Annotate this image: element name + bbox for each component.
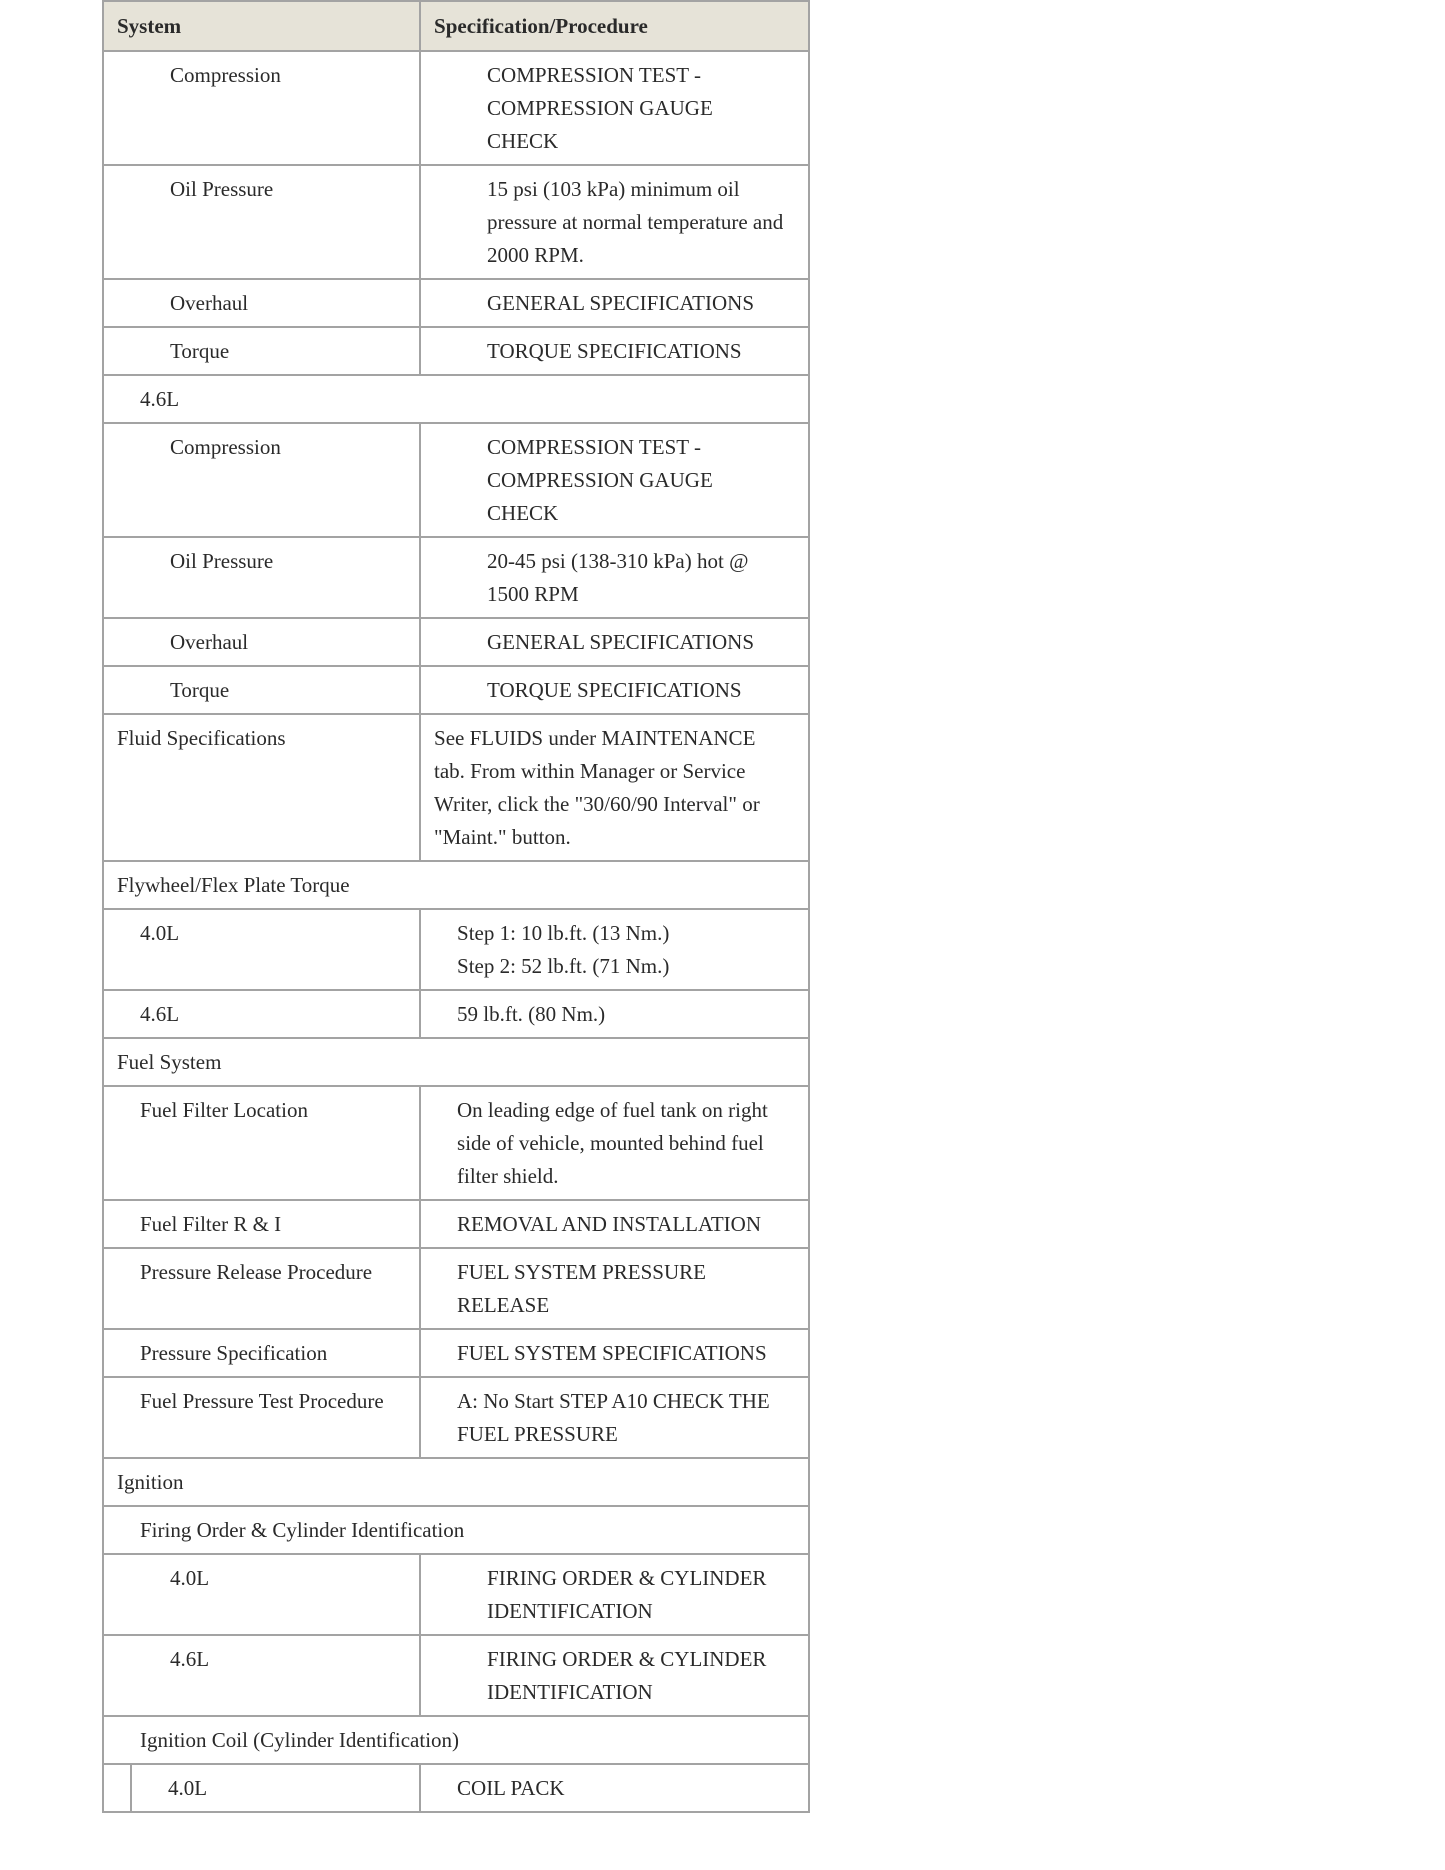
system-label: Compression xyxy=(170,63,281,87)
table-row xyxy=(103,714,809,861)
spec-value: A: No Start STEP A10 CHECK THE FUEL PRESSURE xyxy=(457,1389,770,1446)
column-header-system: System xyxy=(103,1,420,51)
system-label: Torque xyxy=(170,339,230,363)
section-label: Flywheel/Flex Plate Torque xyxy=(117,873,350,897)
system-cell xyxy=(103,279,420,327)
system-cell xyxy=(103,1086,420,1200)
system-label: Torque xyxy=(170,678,230,702)
spec-value: Step 1: 10 lb.ft. (13 Nm.) Step 2: 52 lb.ft. (71 Nm.) xyxy=(457,921,670,978)
system-label: Overhaul xyxy=(170,630,249,654)
spec-value: COIL PACK xyxy=(457,1776,565,1800)
spec-cell xyxy=(420,1086,809,1200)
spec-value: See FLUIDS under MAINTENANCE tab. From within Manager or Service Writer, click the "30/60/90 Interval" or "Maint." button. xyxy=(434,726,760,849)
spec-value: FIRING ORDER & CYLINDER IDENTIFICATION xyxy=(487,1647,767,1704)
system-cell xyxy=(103,165,420,279)
spec-cell xyxy=(420,714,809,861)
specification-table xyxy=(102,0,810,1813)
system-cell xyxy=(103,537,420,618)
spec-cell xyxy=(420,1200,809,1248)
spec-cell xyxy=(420,990,809,1038)
spec-value: COMPRESSION TEST - COMPRESSION GAUGE CHECK xyxy=(487,435,713,525)
table-row xyxy=(103,1329,809,1377)
system-cell xyxy=(103,909,420,990)
system-label: Fuel Pressure Test Procedure xyxy=(140,1389,384,1413)
system-label: 4.6L xyxy=(170,1647,210,1671)
system-label: Overhaul xyxy=(170,291,249,315)
system-cell xyxy=(103,327,420,375)
system-cell xyxy=(103,1554,420,1635)
system-cell xyxy=(103,423,420,537)
table-row xyxy=(103,1248,809,1329)
system-cell xyxy=(103,1329,420,1377)
spec-cell xyxy=(420,327,809,375)
system-label: Oil Pressure xyxy=(170,549,274,573)
table-row xyxy=(103,51,809,165)
section-label: Firing Order & Cylinder Identification xyxy=(140,1518,465,1542)
spec-cell xyxy=(420,279,809,327)
system-cell xyxy=(103,1377,420,1458)
table-section-row xyxy=(103,1506,809,1554)
system-label: 4.0L xyxy=(168,1776,208,1800)
spec-value: COMPRESSION TEST - COMPRESSION GAUGE CHECK xyxy=(487,63,713,153)
system-cell xyxy=(103,618,420,666)
system-label: Fuel Filter R & I xyxy=(140,1212,282,1236)
section-cell xyxy=(103,1506,809,1554)
spec-value: GENERAL SPECIFICATIONS xyxy=(487,291,755,315)
spec-cell xyxy=(420,1554,809,1635)
table-row xyxy=(103,666,809,714)
spec-value: 59 lb.ft. (80 Nm.) xyxy=(457,1002,606,1026)
spec-cell xyxy=(420,1635,809,1716)
spec-value: GENERAL SPECIFICATIONS xyxy=(487,630,755,654)
table-section-row xyxy=(103,1716,809,1764)
system-label: Compression xyxy=(170,435,281,459)
system-cell xyxy=(103,1635,420,1716)
spec-value: 20-45 psi (138-310 kPa) hot @ 1500 RPM xyxy=(487,549,749,606)
table-row xyxy=(103,618,809,666)
section-label: Ignition Coil (Cylinder Identification) xyxy=(140,1728,460,1752)
spec-value: REMOVAL AND INSTALLATION xyxy=(457,1212,761,1236)
section-cell xyxy=(103,861,809,909)
section-label: 4.6L xyxy=(140,387,180,411)
table-row xyxy=(103,1554,809,1635)
section-label: Fuel System xyxy=(117,1050,222,1074)
spec-cell xyxy=(420,1248,809,1329)
table-row xyxy=(103,1200,809,1248)
spec-cell xyxy=(420,1377,809,1458)
table-row xyxy=(103,1635,809,1716)
table-section-row xyxy=(103,861,809,909)
table-row xyxy=(103,165,809,279)
spec-cell xyxy=(420,537,809,618)
spec-value: 15 psi (103 kPa) minimum oil pressure at normal temperature and 2000 RPM. xyxy=(487,177,784,267)
spec-value: FUEL SYSTEM PRESSURE RELEASE xyxy=(457,1260,706,1317)
spec-value: On leading edge of fuel tank on right side of vehicle, mounted behind fuel filter shield. xyxy=(457,1098,768,1188)
table-row xyxy=(103,1764,809,1812)
table-row xyxy=(103,990,809,1038)
spec-cell xyxy=(420,1764,809,1812)
table-row xyxy=(103,1086,809,1200)
column-header-specification: Specification/Procedure xyxy=(420,1,809,51)
system-label: 4.0L xyxy=(140,921,180,945)
system-label: Pressure Release Procedure xyxy=(140,1260,373,1284)
table-section-row xyxy=(103,1458,809,1506)
spec-cell xyxy=(420,618,809,666)
spec-value: FIRING ORDER & CYLINDER IDENTIFICATION xyxy=(487,1566,767,1623)
table-row xyxy=(103,279,809,327)
table-row xyxy=(103,1377,809,1458)
table-row xyxy=(103,423,809,537)
indent-stub-cell xyxy=(103,1764,131,1812)
spec-cell xyxy=(420,165,809,279)
system-cell xyxy=(103,714,420,861)
spec-value: TORQUE SPECIFICATIONS xyxy=(487,678,742,702)
spec-cell xyxy=(420,1329,809,1377)
spec-cell xyxy=(420,423,809,537)
table-header-row xyxy=(103,1,809,51)
table-section-row xyxy=(103,1038,809,1086)
table-section-row xyxy=(103,375,809,423)
spec-value: FUEL SYSTEM SPECIFICATIONS xyxy=(457,1341,767,1365)
system-cell xyxy=(103,1248,420,1329)
system-cell xyxy=(103,51,420,165)
table-row xyxy=(103,327,809,375)
system-label: Fuel Filter Location xyxy=(140,1098,308,1122)
table-row xyxy=(103,909,809,990)
system-label: Oil Pressure xyxy=(170,177,274,201)
section-label: Ignition xyxy=(117,1470,184,1494)
section-cell xyxy=(103,1038,809,1086)
system-label: Pressure Specification xyxy=(140,1341,328,1365)
system-cell xyxy=(103,666,420,714)
system-cell xyxy=(103,1200,420,1248)
section-cell xyxy=(103,1716,809,1764)
spec-cell xyxy=(420,51,809,165)
section-cell xyxy=(103,375,809,423)
system-cell xyxy=(103,990,420,1038)
system-label: 4.0L xyxy=(170,1566,210,1590)
spec-cell xyxy=(420,666,809,714)
spec-cell xyxy=(420,909,809,990)
table-body xyxy=(103,51,809,1812)
system-label: Fluid Specifications xyxy=(117,726,286,750)
section-cell xyxy=(103,1458,809,1506)
system-label: 4.6L xyxy=(140,1002,180,1026)
system-cell xyxy=(131,1764,420,1812)
spec-value: TORQUE SPECIFICATIONS xyxy=(487,339,742,363)
table-row xyxy=(103,537,809,618)
